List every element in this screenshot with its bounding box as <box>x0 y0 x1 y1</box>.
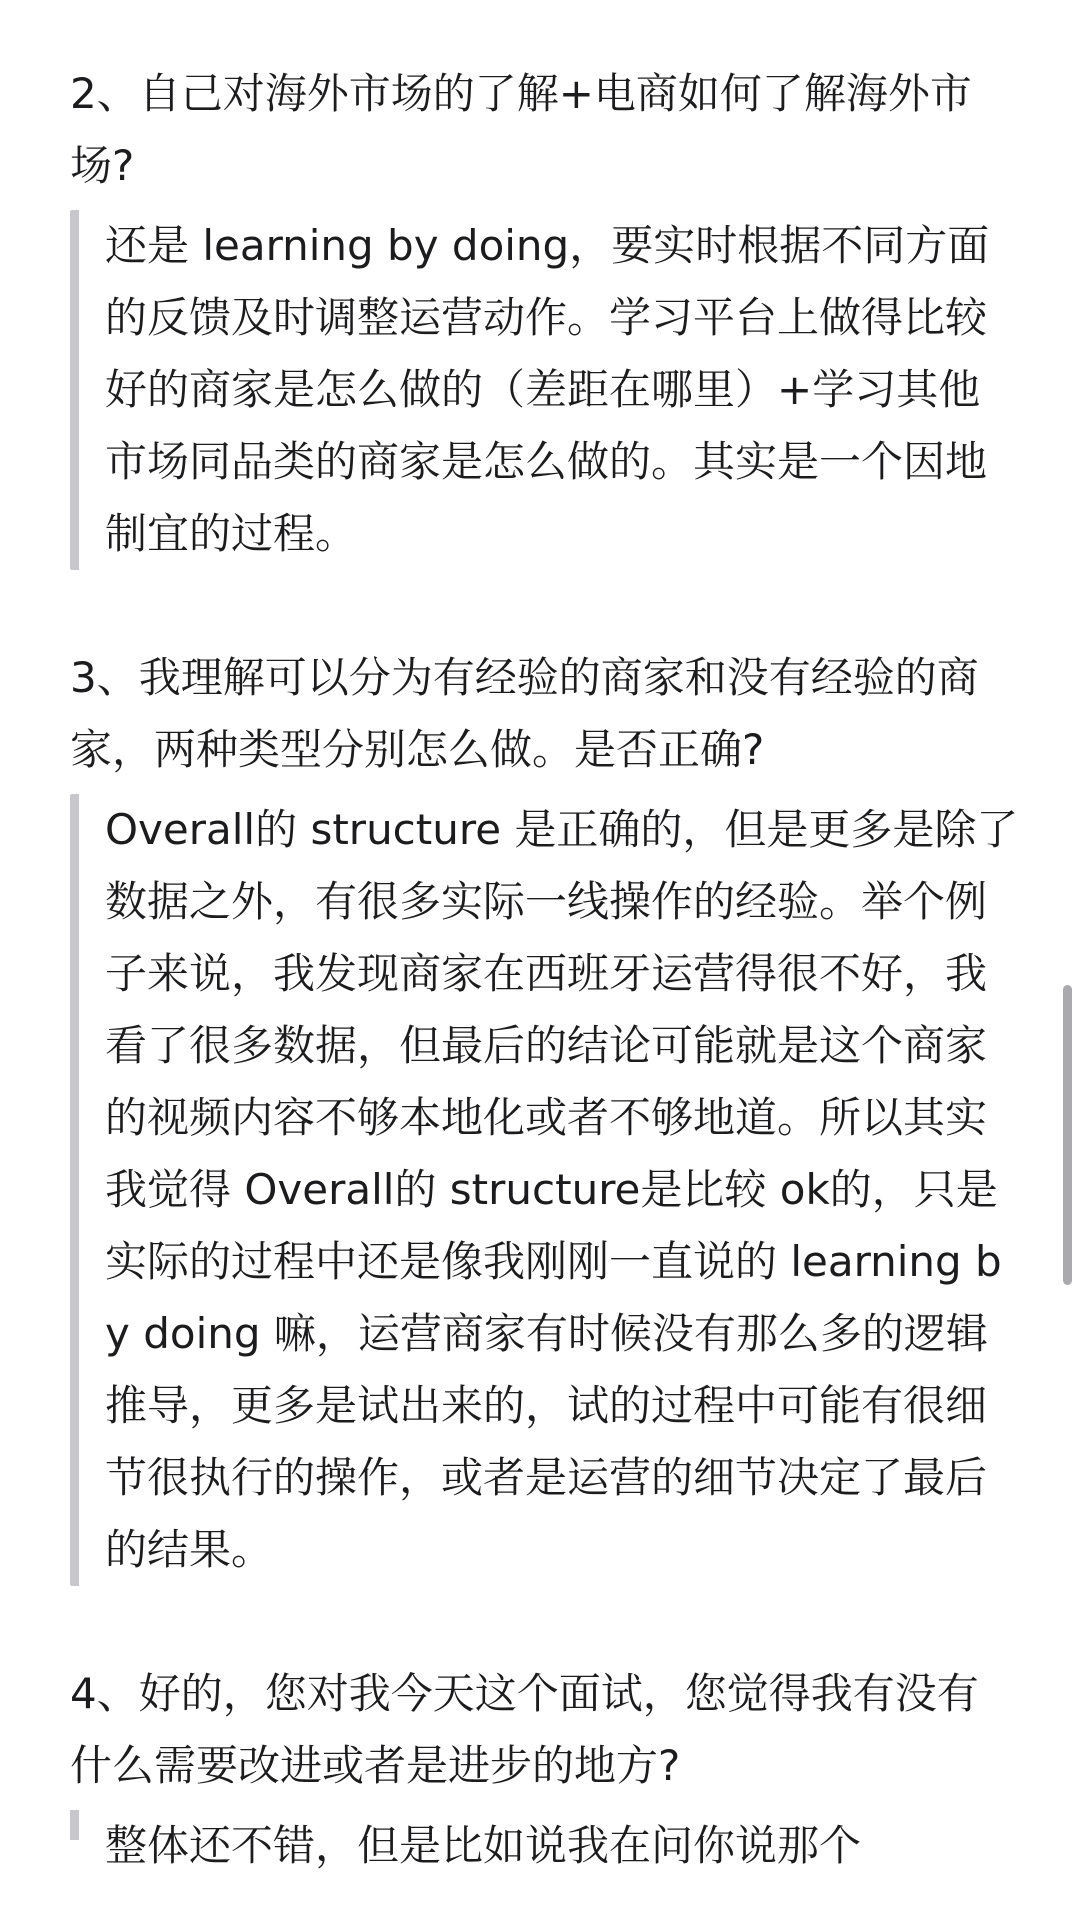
notes-content <box>70 58 1020 1870</box>
question-text: 4、好的，您对我今天这个面试，您觉得我有没有什么需要改进或者是进步的地方? <box>70 1669 979 1790</box>
answer-quote: 还是 learning by doing，要实时根据不同方面的反馈及时调整运营动作。学习平台上做得比较好的商家是怎么做的（差距在哪里）+学习其他市场同品类的商家是怎么做的。其实是一个因地制宜的过程。 <box>70 210 1020 570</box>
spacer <box>70 570 1020 642</box>
question-text: 3、我理解可以分为有经验的商家和没有经验的商家，两种类型分别怎么做。是否正确? <box>70 653 979 774</box>
qa-item-4 <box>70 1658 1020 1870</box>
vertical-scrollbar[interactable] <box>1063 985 1072 1285</box>
answer-quote-partial: 整体还不错，但是比如说我在问你说那个 <box>70 1810 1020 1840</box>
question-text: 2、自己对海外市场的了解+电商如何了解海外市场? <box>70 69 972 190</box>
spacer <box>70 1586 1020 1658</box>
answer-quote: Overall的 structure 是正确的，但是更多是除了数据之外，有很多实际一线操作的经验。举个例子来说，我发现商家在西班牙运营得很不好，我看了很多数据，但最后的结论可能就是这个商家的视频内容不够本地化或者不够地道。所以其实我觉得 Overall的 structure是比较 ok的，只是实际的过程中还是像我刚刚一直说的 learning by doing 嘛，运营商家有时候没有那么多的逻辑推导，更多是试出来的，试的过程中可能有很细节很执行的操作，或者是运营的细节决定了最后的结果。 <box>70 794 1020 1586</box>
qa-item-2 <box>70 58 1020 570</box>
qa-item-3 <box>70 642 1020 1586</box>
